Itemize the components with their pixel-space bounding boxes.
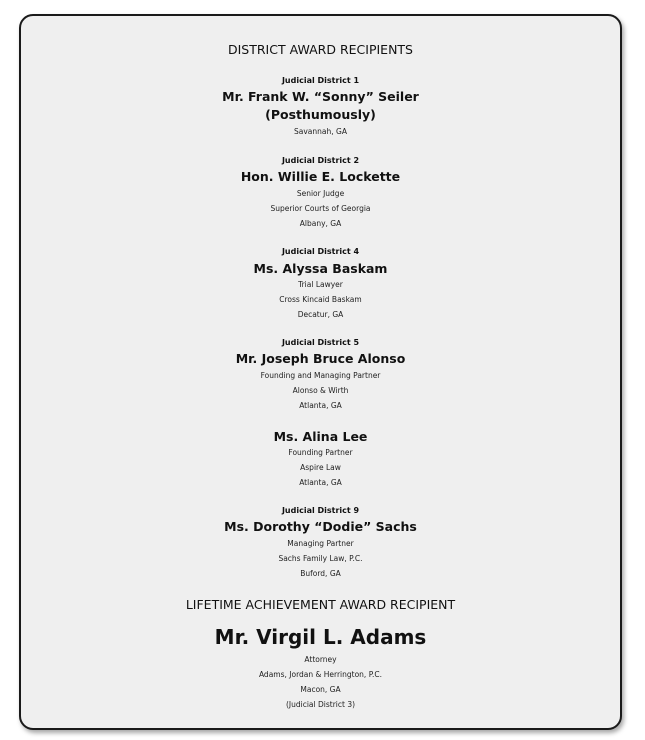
recipient-detail: Aspire Law <box>300 463 341 472</box>
district-label: Judicial District 5 <box>281 338 360 347</box>
lifetime-detail: Adams, Jordan & Herrington, P.C. <box>258 670 383 679</box>
district-label: Judicial District 9 <box>281 506 360 515</box>
awards-card <box>19 14 622 730</box>
recipient-detail: Founding and Managing Partner <box>260 371 381 380</box>
recipient-detail: Founding Partner <box>288 448 353 457</box>
recipient-name: Ms. Dorothy “Dodie” Sachs <box>224 519 417 534</box>
lifetime-award-heading: LIFETIME ACHIEVEMENT AWARD RECIPIENT <box>185 597 456 612</box>
recipient-detail: Decatur, GA <box>297 310 344 319</box>
recipient-name: Ms. Alina Lee <box>273 429 368 444</box>
recipient-detail: Atlanta, GA <box>299 478 342 487</box>
recipient-detail: Savannah, GA <box>294 127 347 136</box>
recipient-name: Hon. Willie E. Lockette <box>240 169 401 184</box>
recipient-detail: Managing Partner <box>287 539 354 548</box>
recipient-name: Mr. Frank W. “Sonny” Seiler <box>222 89 419 104</box>
recipient-detail: Trial Lawyer <box>298 280 343 289</box>
district-awards-heading: DISTRICT AWARD RECIPIENTS <box>227 42 413 57</box>
recipient-detail: Sachs Family Law, P.C. <box>278 554 363 563</box>
recipient-detail: Alonso & Wirth <box>292 386 349 395</box>
recipient-name-note: (Posthumously) <box>265 107 376 122</box>
recipient-detail: Atlanta, GA <box>299 401 342 410</box>
recipient-detail: Superior Courts of Georgia <box>270 204 371 213</box>
district-label: Judicial District 1 <box>281 76 360 85</box>
recipient-detail: Senior Judge <box>296 189 345 198</box>
district-label: Judicial District 2 <box>281 156 360 165</box>
recipient-detail: Buford, GA <box>300 569 341 578</box>
lifetime-detail: Macon, GA <box>300 685 341 694</box>
lifetime-detail: (Judicial District 3) <box>285 700 356 709</box>
recipient-detail: Albany, GA <box>299 219 342 228</box>
recipient-name: Ms. Alyssa Baskam <box>253 261 388 276</box>
district-label: Judicial District 4 <box>281 247 360 256</box>
lifetime-recipient-name: Mr. Virgil L. Adams <box>214 625 427 649</box>
recipient-name: Mr. Joseph Bruce Alonso <box>235 351 406 366</box>
recipient-detail: Cross Kincaid Baskam <box>279 295 362 304</box>
lifetime-detail: Attorney <box>304 655 337 664</box>
